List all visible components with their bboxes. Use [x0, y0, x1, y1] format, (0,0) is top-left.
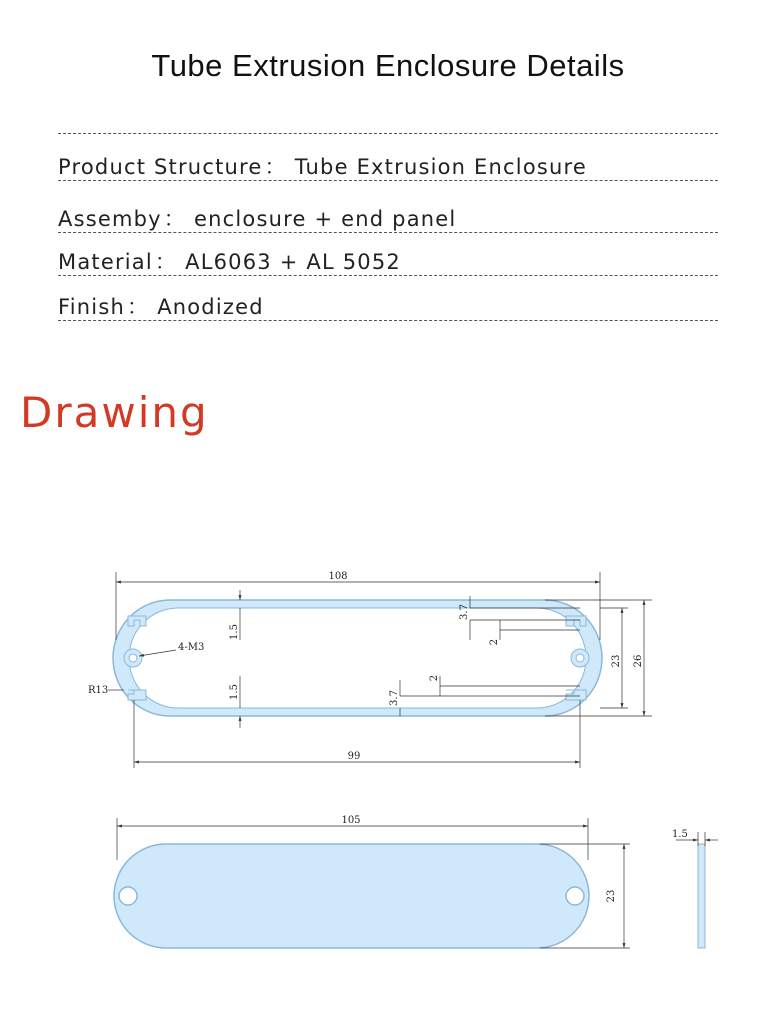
- spec-label: Product Structure: [58, 155, 263, 179]
- spec-value: Anodized: [157, 295, 264, 319]
- spec-value: enclosure + end panel: [194, 207, 457, 231]
- dim-label-wall-bottom: 1.5: [229, 684, 240, 700]
- dim-label-inner-length: 99: [347, 751, 361, 762]
- drawing-section-title: Drawing: [20, 388, 209, 437]
- panel-hole-right: [566, 887, 584, 905]
- dim-label-height-outer: 26: [633, 654, 644, 668]
- screw-hole: [129, 654, 137, 662]
- panel-side-rect: [698, 844, 705, 948]
- dim-label-height-inner: 23: [611, 654, 622, 668]
- dim-label-slot-bottom: 3.7: [389, 690, 400, 706]
- spec-value: Tube Extrusion Enclosure: [294, 155, 588, 179]
- dim-label-slot-depth-top: 2: [489, 638, 500, 646]
- profile-inner-cavity: [129, 608, 586, 708]
- extrusion-profile: [113, 600, 602, 716]
- dim-label-slot-top: 3.7: [459, 604, 470, 620]
- dim-label-wall-top: 1.5: [229, 624, 240, 640]
- spec-value: AL6063 + AL 5052: [185, 250, 401, 274]
- page-title: Tube Extrusion Enclosure Details: [151, 48, 625, 83]
- screw-hole: [576, 654, 584, 662]
- end-panel: [114, 844, 589, 948]
- dim-label-panel-height: 23: [606, 889, 617, 903]
- panel-hole-left: [119, 887, 137, 905]
- spec-separator: ：: [163, 207, 186, 231]
- dim-label-length: 108: [328, 571, 348, 582]
- dim-label-panel-length: 105: [341, 815, 361, 826]
- dim-label-radius: R13: [88, 685, 109, 696]
- dim-label-holes: 4-M3: [178, 642, 205, 653]
- spec-label: Material: [58, 250, 153, 274]
- spec-label: Finish: [58, 295, 125, 319]
- panel-side-view: [698, 844, 705, 948]
- dim-label-slot-depth-bottom: 2: [429, 674, 440, 682]
- spec-separator: ：: [154, 250, 178, 274]
- spec-separator: ：: [264, 155, 287, 179]
- spec-separator: ：: [126, 295, 150, 319]
- spec-label: Assemby: [58, 207, 162, 231]
- panel-shape: [114, 844, 589, 948]
- dim-label-panel-thickness: 1.5: [672, 829, 688, 840]
